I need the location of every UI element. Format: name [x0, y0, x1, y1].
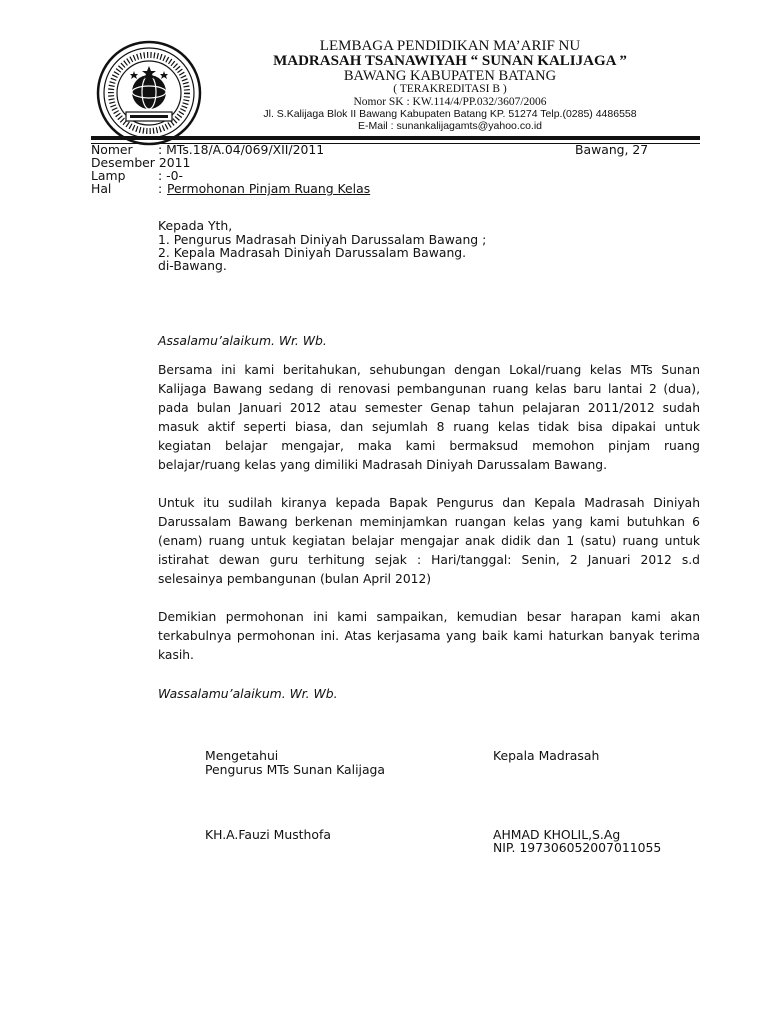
paragraph-3-line: terkabulnya permohonan ini. Atas kerjasama yang baik kami haturkan banyak terima — [158, 629, 700, 643]
paragraph-2-line: (enam) ruang untuk kegiatan belajar mengajar anak didik dan 1 (satu) ruang untuk — [158, 534, 700, 548]
school-seal-logo — [96, 40, 202, 146]
paragraph-1-line: Bersama ini kami beritahukan, sehubungan dengan Lokal/ruang kelas MTs Sunan — [158, 363, 700, 377]
paragraph-2-line: Untuk itu sudilah kiranya kepada Bapak Pengurus dan Kepala Madrasah Diniyah — [158, 496, 700, 510]
paragraph-3 — [158, 610, 700, 667]
lamp-value: : -0- — [158, 168, 183, 183]
paragraph-1 — [158, 363, 700, 477]
accreditation-status: ( TERAKREDITASI B ) — [393, 83, 507, 95]
recipient-greeting: Kepada Yth, — [158, 218, 233, 233]
school-email: E-Mail : sunankalijagamts@yahoo.co.id — [358, 120, 542, 132]
subject-line: Permohonan Pinjam Ruang Kelas — [167, 181, 371, 196]
decree-number: Nomor SK : KW.114/4/PP.032/3607/2006 — [353, 96, 547, 108]
paragraph-2 — [158, 496, 700, 591]
lamp-label: Lamp — [91, 168, 126, 183]
recipient-line-3: di-Bawang. — [158, 258, 227, 273]
paragraph-1-line: kegiatan belajar mengajar, maka kami bermaksud memohon pinjam ruang — [158, 439, 700, 453]
paragraph-1-line: belajar/ruang kelas yang dimiliki Madrasah Diniyah Darussalam Bawang. — [158, 458, 608, 472]
opening-salutation: Assalamu’alaikum. Wr. Wb. — [158, 333, 327, 348]
recipient-line-2: 2. Kepala Madrasah Diniyah Darussalam Bawang. — [158, 245, 467, 260]
recipient-line-1: 1. Pengurus Madrasah Diniyah Darussalam Bawang ; — [158, 232, 487, 247]
signature-left-role: Pengurus MTs Sunan Kalijaga — [205, 762, 386, 777]
school-location: BAWANG KABUPATEN BATANG — [343, 68, 557, 84]
signature-left-name: KH.A.Fauzi Musthofa — [205, 827, 331, 842]
paragraph-2-line: istirahat dewan guru terhitung sejak : Hari/tanggal: Senin, 2 Januari 2012 s.d — [158, 553, 700, 567]
signature-right-nip: NIP. 197306052007011055 — [493, 840, 662, 855]
hal-label: Hal — [91, 181, 112, 196]
nomor-label: Nomer — [91, 142, 133, 157]
signature-right-name: AHMAD KHOLIL,S.Ag — [493, 827, 621, 842]
signature-right-title: Kepala Madrasah — [493, 748, 600, 763]
paragraph-1-line: Kalijaga Bawang sedang di renovasi pembangunan ruang kelas baru lantai 2 (dua), — [158, 382, 700, 396]
nomor-value: : MTs.18/A.04/069/XII/2011 — [158, 142, 325, 157]
paragraph-3-line: kasih. — [158, 648, 194, 662]
paragraph-2-line: selesainya pembangunan (bulan April 2012) — [158, 572, 432, 586]
paragraph-3-line: Demikian permohonan ini kami sampaikan, kemudian besar harapan kami akan — [158, 610, 700, 624]
letter-date: Bawang, 27 — [575, 142, 649, 157]
closing-salutation: Wassalamu’alaikum. Wr. Wb. — [158, 686, 338, 701]
letter-date-continued: Desember 2011 — [91, 155, 191, 170]
paragraph-1-line: masuk aktif seperti biasa, dan sejumlah 8 ruang kelas tidak bisa dipakai untuk — [158, 420, 700, 434]
school-name: MADRASAH TSANAWIYAH “ SUNAN KALIJAGA ” — [273, 53, 627, 69]
letterhead-divider-thick — [91, 136, 700, 140]
paragraph-2-line: Darussalam Bawang berkenan meminjamkan ruangan kelas yang kami butuhkan 6 — [158, 515, 700, 529]
hal-colon: : — [158, 181, 163, 196]
paragraph-1-line: pada bulan Januari 2012 atau semester Genap tahun pelajaran 2011/2012 sudah — [158, 401, 700, 415]
institution-name: LEMBAGA PENDIDIKAN MA’ARIF NU — [319, 38, 581, 54]
signature-left-title: Mengetahui — [205, 748, 279, 763]
school-address: Jl. S.Kalijaga Blok II Bawang Kabupaten Batang KP. 51274 Telp.(0285) 4486558 — [263, 108, 637, 120]
